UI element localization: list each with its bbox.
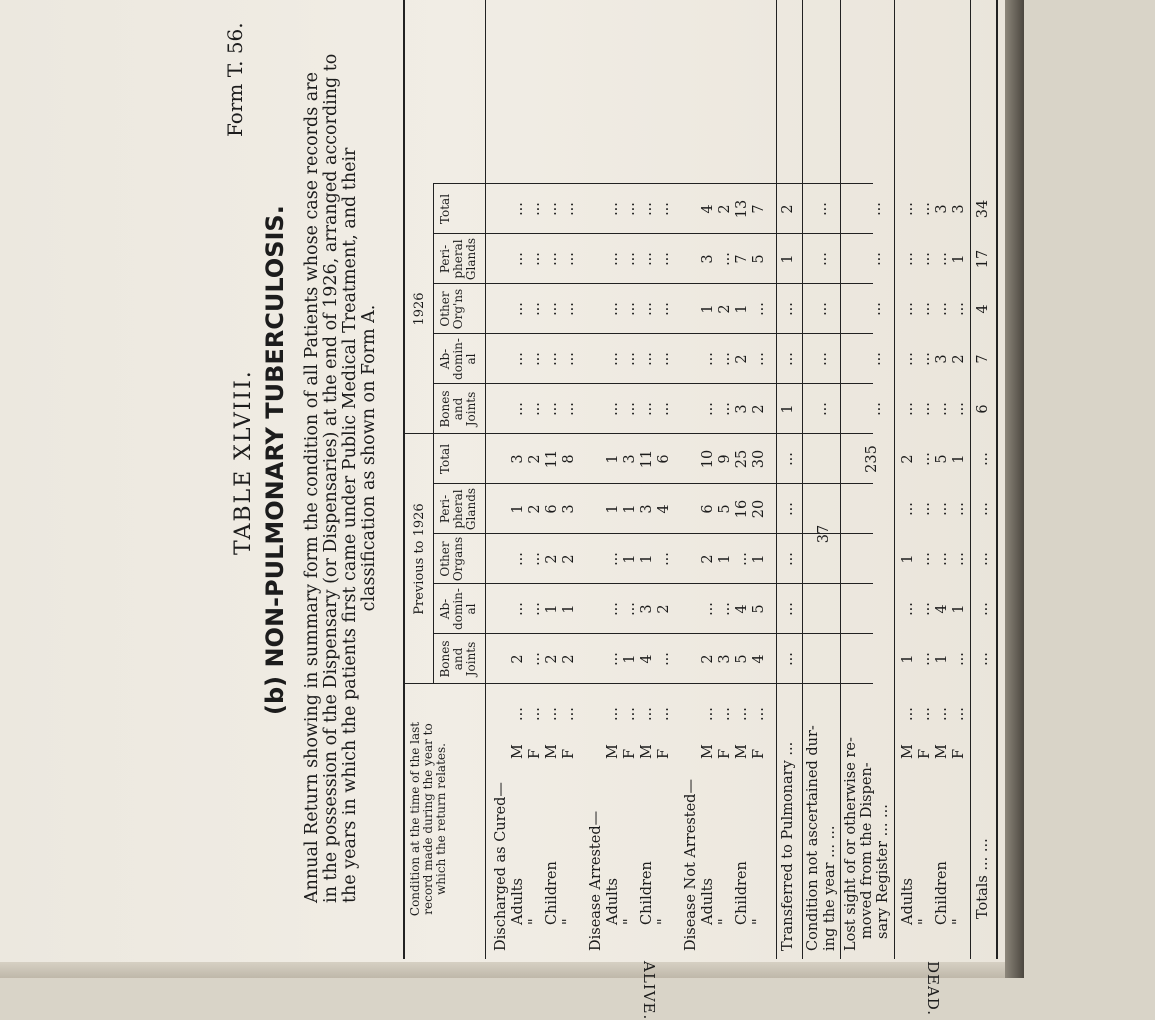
section-heading: Disease Not Arrested— — [683, 779, 699, 951]
current-value: ... — [780, 302, 796, 316]
rule-line — [433, 333, 873, 334]
dead-label: DEAD. — [924, 961, 942, 1017]
row-sex: F — [622, 748, 638, 759]
lost-sight-label: moved from the Dispen- — [859, 762, 875, 939]
current-value: ... — [656, 352, 672, 366]
previous-value: 2 — [544, 654, 560, 664]
previous-value: 1 — [951, 454, 967, 464]
previous-value: 3 — [510, 454, 526, 464]
row-sex: F — [751, 748, 767, 759]
row-label: " — [751, 918, 767, 925]
previous-value: 1 — [934, 654, 950, 664]
previous-value: 2 — [700, 554, 716, 564]
current-value: ... — [605, 202, 621, 216]
previous-value: ... — [900, 602, 916, 616]
previous-value: 1 — [639, 554, 655, 564]
previous-value: 2 — [900, 454, 916, 464]
previous-value: 5 — [717, 504, 733, 514]
current-value: ... — [510, 252, 526, 266]
row-sex: F — [917, 748, 933, 759]
rotated-document — [223, 0, 1155, 1020]
previous-value: 2 — [561, 554, 577, 564]
row-dots: ... — [951, 707, 967, 721]
current-value: ... — [510, 202, 526, 216]
current-value: ... — [868, 202, 884, 216]
current-value: ... — [951, 402, 967, 416]
current-value: ... — [656, 202, 672, 216]
previous-value: ... — [951, 502, 967, 516]
previous-value: ... — [780, 502, 796, 516]
current-value: 2 — [780, 204, 796, 214]
current-value: 3 — [951, 204, 967, 214]
condition-column-header: Condition at the time of the last record made during the year to which the return relates. — [408, 721, 448, 917]
previous-value: ... — [934, 502, 950, 516]
return-table — [403, 0, 991, 1020]
previous-value: 9 — [717, 454, 733, 464]
row-label: Children — [934, 861, 950, 925]
current-value: ... — [717, 352, 733, 366]
previous-value: ... — [656, 652, 672, 666]
previous-value: 3 — [639, 604, 655, 614]
previous-value: 1 — [561, 604, 577, 614]
current-value: ... — [900, 202, 916, 216]
row-label: " — [656, 918, 672, 925]
rule-line — [433, 583, 873, 584]
previous-value: ... — [917, 652, 933, 666]
intro-line: in the possession of the Dispensary (or Dispensaries) at the end of 1926, arranged according to — [321, 53, 341, 903]
rule-line — [433, 233, 873, 234]
previous-value: 11 — [639, 449, 655, 469]
previous-value: 30 — [751, 449, 767, 469]
previous-value: 1 — [900, 654, 916, 664]
current-value: ... — [527, 352, 543, 366]
current-value: ... — [510, 352, 526, 366]
current-value: ... — [700, 352, 716, 366]
row-label: Adults — [510, 878, 526, 925]
previous-value: ... — [622, 602, 638, 616]
row-dots: ... — [510, 707, 526, 721]
row-sex: M — [734, 744, 750, 759]
current-value: ... — [510, 302, 526, 316]
row-dots: ... — [934, 707, 950, 721]
previous-value: 2 — [700, 654, 716, 664]
section-heading: Disease Arrested— — [588, 810, 604, 951]
current-value: 34 — [975, 199, 991, 219]
current-value: ... — [561, 352, 577, 366]
previous-value: 1 — [900, 554, 916, 564]
current-value: 3 — [934, 354, 950, 364]
previous-value: ... — [780, 652, 796, 666]
lost-sight-label: Lost sight of or otherwise re- — [843, 737, 859, 951]
table-title: TABLE XLVIII. — [231, 369, 256, 555]
previous-value: 4 — [934, 604, 950, 614]
current-value: ... — [561, 202, 577, 216]
previous-value: 1 — [510, 504, 526, 514]
current-value: ... — [639, 402, 655, 416]
row-sex: M — [605, 744, 621, 759]
current-value: 1 — [951, 254, 967, 264]
current-value: 13 — [734, 199, 750, 219]
current-value: ... — [622, 302, 638, 316]
row-dots: ... — [700, 707, 716, 721]
previous-value: ... — [951, 652, 967, 666]
previous-value: ... — [700, 602, 716, 616]
row-dots: ... — [717, 707, 733, 721]
previous-value: 2 — [561, 654, 577, 664]
previous-value: ... — [717, 602, 733, 616]
row-dots: ... — [917, 707, 933, 721]
previous-value: ... — [527, 652, 543, 666]
current-value: ... — [622, 202, 638, 216]
previous-value: ... — [780, 602, 796, 616]
previous-value: 5 — [734, 654, 750, 664]
current-value: ... — [934, 402, 950, 416]
row-sex: M — [934, 744, 950, 759]
current-col-header: Total — [438, 193, 452, 225]
previous-years-header: Previous to 1926 — [412, 503, 427, 615]
row-label: Adults — [605, 878, 621, 925]
row-dots: ... — [656, 707, 672, 721]
previous-value: ... — [734, 552, 750, 566]
previous-value: ... — [510, 552, 526, 566]
previous-value: 4 — [751, 654, 767, 664]
previous-value: 6 — [700, 504, 716, 514]
previous-value: 16 — [734, 499, 750, 519]
previous-value: 25 — [734, 449, 750, 469]
previous-value: 8 — [561, 454, 577, 464]
current-value: ... — [656, 402, 672, 416]
current-value: ... — [814, 252, 830, 266]
current-value: 1 — [780, 254, 796, 264]
row-sex: F — [561, 748, 577, 759]
current-col-header: Ab-domin-al — [438, 338, 478, 380]
current-value: 1 — [700, 304, 716, 314]
current-value: 6 — [975, 404, 991, 414]
current-value: ... — [951, 302, 967, 316]
previous-value: 3 — [622, 454, 638, 464]
current-col-header: Peri-pheral Glands — [438, 237, 478, 281]
current-value: ... — [814, 352, 830, 366]
current-value: ... — [868, 252, 884, 266]
previous-value: 1 — [622, 654, 638, 664]
rule-line — [970, 0, 971, 959]
current-value: ... — [639, 302, 655, 316]
current-value: ... — [934, 252, 950, 266]
previous-value: 3 — [717, 654, 733, 664]
rule-line — [894, 0, 895, 959]
intro-line: the years in which the patients first came under Public Medical Treatment, and their — [340, 147, 360, 903]
previous-value: ... — [951, 552, 967, 566]
previous-value: 1 — [622, 504, 638, 514]
current-value: ... — [814, 302, 830, 316]
intro-line: Annual Return showing in summary form the condition of all Patients whose case records are — [302, 72, 322, 903]
current-value: ... — [917, 402, 933, 416]
rule-line — [433, 383, 873, 384]
row-sex: M — [544, 744, 560, 759]
current-value: ... — [656, 302, 672, 316]
previous-value: ... — [605, 552, 621, 566]
previous-value: 2 — [544, 554, 560, 564]
current-value: ... — [868, 302, 884, 316]
current-value: ... — [510, 402, 526, 416]
previous-value: 2 — [527, 454, 543, 464]
current-value: ... — [527, 402, 543, 416]
current-value: ... — [639, 252, 655, 266]
not-ascertained-label: Condition not ascertained dur- — [805, 725, 821, 951]
previous-value: 2 — [656, 604, 672, 614]
current-value: ... — [605, 252, 621, 266]
row-sex: M — [700, 744, 716, 759]
rule-line — [433, 183, 873, 184]
previous-value: 1 — [622, 554, 638, 564]
previous-value: ... — [527, 602, 543, 616]
previous-value: 2 — [510, 654, 526, 664]
current-value: ... — [917, 202, 933, 216]
current-value: ... — [900, 352, 916, 366]
current-value: ... — [780, 352, 796, 366]
previous-value: 20 — [751, 499, 767, 519]
previous-value: ... — [934, 552, 950, 566]
rule-line — [802, 0, 803, 959]
current-value: ... — [622, 402, 638, 416]
previous-value: 1 — [951, 604, 967, 614]
previous-value: 1 — [751, 554, 767, 564]
current-value: ... — [934, 302, 950, 316]
not-ascertained-label: ing the year ... ... — [822, 825, 838, 951]
previous-value: 3 — [639, 504, 655, 514]
form-label: Form T. 56. — [223, 22, 247, 137]
alive-label: ALIVE. — [639, 961, 658, 1020]
row-dots: ... — [734, 707, 750, 721]
current-value: 4 — [700, 204, 716, 214]
current-value: 7 — [751, 204, 767, 214]
row-sex: F — [951, 748, 967, 759]
row-label: Children — [734, 861, 750, 925]
row-sex: M — [510, 744, 526, 759]
previous-value: 4 — [639, 654, 655, 664]
previous-value: ... — [605, 602, 621, 616]
row-sex: M — [639, 744, 655, 759]
previous-value: 4 — [734, 604, 750, 614]
previous-value: ... — [975, 652, 991, 666]
current-value: 2 — [734, 354, 750, 364]
previous-value: ... — [656, 552, 672, 566]
rule-line — [433, 533, 873, 534]
current-value: ... — [900, 402, 916, 416]
current-value: 2 — [717, 204, 733, 214]
merged-previous-value: 235 — [864, 445, 880, 473]
row-label: Children — [544, 861, 560, 925]
merged-previous-value: 37 — [816, 524, 832, 544]
previous-value: 3 — [561, 504, 577, 514]
current-value: ... — [544, 402, 560, 416]
current-value: ... — [751, 302, 767, 316]
previous-value: ... — [917, 602, 933, 616]
current-value: 2 — [751, 404, 767, 414]
row-dots: ... — [605, 707, 621, 721]
current-value: 17 — [975, 249, 991, 269]
current-value: ... — [700, 402, 716, 416]
previous-value: 6 — [544, 504, 560, 514]
current-value: 1 — [780, 404, 796, 414]
row-label: Adults — [700, 878, 716, 925]
current-value: ... — [544, 252, 560, 266]
row-label: " — [917, 918, 933, 925]
previous-value: 11 — [544, 449, 560, 469]
previous-value: ... — [975, 502, 991, 516]
previous-value: ... — [605, 652, 621, 666]
rule-line — [433, 633, 873, 634]
current-value: ... — [561, 302, 577, 316]
previous-value: ... — [917, 452, 933, 466]
previous-value: 1 — [544, 604, 560, 614]
row-label: Adults — [900, 878, 916, 925]
previous-value: ... — [975, 602, 991, 616]
transferred-label: Transferred to Pulmonary ... — [780, 741, 796, 951]
previous-col-header: Ab-domin-al — [438, 588, 478, 630]
previous-col-header: Bones and Joints — [438, 640, 478, 678]
current-value: ... — [814, 202, 830, 216]
previous-value: ... — [917, 552, 933, 566]
previous-value: ... — [975, 552, 991, 566]
previous-value: ... — [780, 552, 796, 566]
rule-line — [840, 0, 841, 959]
row-label: " — [717, 918, 733, 925]
current-value: ... — [868, 402, 884, 416]
row-dots: ... — [622, 707, 638, 721]
current-value: 7 — [975, 354, 991, 364]
previous-value: 1 — [605, 504, 621, 514]
previous-value: 1 — [605, 454, 621, 464]
current-value: ... — [917, 302, 933, 316]
current-value: ... — [527, 252, 543, 266]
current-value: 2 — [951, 354, 967, 364]
current-value: 2 — [717, 304, 733, 314]
row-dots: ... — [900, 707, 916, 721]
current-value: ... — [544, 202, 560, 216]
row-label: " — [561, 918, 577, 925]
current-value: 3 — [934, 204, 950, 214]
row-dots: ... — [561, 707, 577, 721]
intro-line: classification as shown on Form A. — [359, 304, 379, 612]
rule-line — [485, 0, 486, 959]
current-value: ... — [544, 302, 560, 316]
previous-value: ... — [975, 452, 991, 466]
intro-paragraph — [303, 13, 379, 903]
previous-col-header: Total — [438, 443, 452, 475]
current-value: ... — [622, 352, 638, 366]
previous-value: 5 — [934, 454, 950, 464]
current-col-header: Bones and Joints — [438, 390, 478, 428]
section-heading: Discharged as Cured— — [493, 782, 509, 951]
row-sex: F — [527, 748, 543, 759]
previous-value: 4 — [656, 504, 672, 514]
previous-value: ... — [900, 502, 916, 516]
row-label: " — [951, 918, 967, 925]
current-value: 7 — [734, 254, 750, 264]
current-value: ... — [605, 302, 621, 316]
row-sex: F — [656, 748, 672, 759]
rule-line — [433, 283, 873, 284]
current-value: ... — [544, 352, 560, 366]
row-label: " — [622, 918, 638, 925]
current-value: ... — [605, 402, 621, 416]
rule-line — [996, 0, 998, 959]
current-value: ... — [656, 252, 672, 266]
previous-value: 5 — [751, 604, 767, 614]
previous-value: ... — [510, 602, 526, 616]
row-sex: F — [717, 748, 733, 759]
row-dots: ... — [544, 707, 560, 721]
table-subtitle: (b) NON-PULMONARY TUBERCULOSIS. — [261, 205, 289, 715]
current-value: ... — [561, 252, 577, 266]
current-value: ... — [717, 252, 733, 266]
previous-value: 2 — [527, 504, 543, 514]
rule-line — [403, 0, 405, 959]
row-dots: ... — [639, 707, 655, 721]
previous-value: 10 — [700, 449, 716, 469]
rule-line — [776, 0, 777, 959]
current-value: ... — [639, 202, 655, 216]
rule-line — [433, 483, 873, 484]
current-value: 3 — [700, 254, 716, 264]
row-sex: M — [900, 744, 916, 759]
previous-col-header: Other Organs — [438, 536, 465, 582]
current-value: ... — [917, 352, 933, 366]
current-value: ... — [639, 352, 655, 366]
current-value: ... — [561, 402, 577, 416]
lost-sight-label: sary Register ... ... — [875, 804, 891, 939]
current-value: ... — [814, 402, 830, 416]
current-value: ... — [751, 352, 767, 366]
current-value: 5 — [751, 254, 767, 264]
row-label: Children — [639, 861, 655, 925]
row-label: " — [527, 918, 543, 925]
current-value: 1 — [734, 304, 750, 314]
previous-value: 1 — [717, 554, 733, 564]
previous-col-header: Peri-pheral Glands — [438, 487, 478, 531]
current-year-header: 1926 — [412, 292, 427, 326]
current-value: ... — [605, 352, 621, 366]
row-dots: ... — [751, 707, 767, 721]
current-value: ... — [527, 202, 543, 216]
row-dots: ... — [527, 707, 543, 721]
totals-label: Totals ... ... — [975, 838, 991, 919]
current-value: ... — [868, 352, 884, 366]
previous-value: ... — [917, 502, 933, 516]
current-value: ... — [900, 302, 916, 316]
previous-value: ... — [527, 552, 543, 566]
current-value: 4 — [975, 304, 991, 314]
rule-line — [433, 184, 434, 684]
previous-value: 6 — [656, 454, 672, 464]
current-value: ... — [527, 302, 543, 316]
current-value: ... — [900, 252, 916, 266]
current-value: ... — [717, 402, 733, 416]
current-value: ... — [622, 252, 638, 266]
current-value: 3 — [734, 404, 750, 414]
current-value: ... — [917, 252, 933, 266]
current-col-header: Other Org'ns — [438, 288, 465, 330]
previous-value: ... — [780, 452, 796, 466]
